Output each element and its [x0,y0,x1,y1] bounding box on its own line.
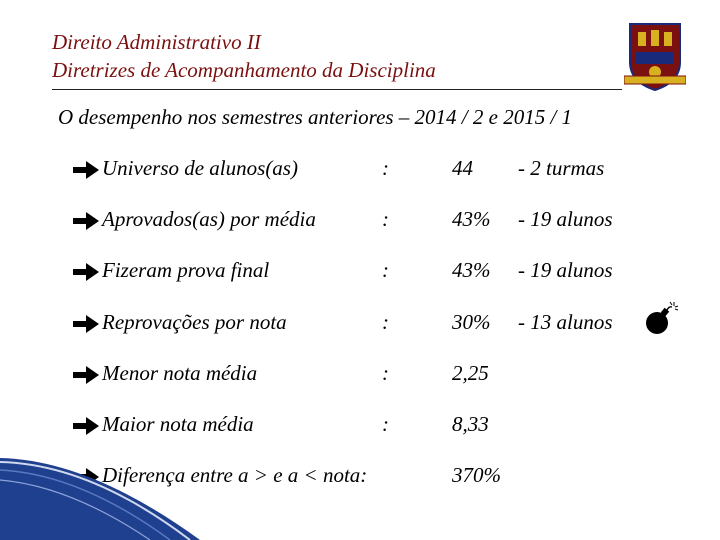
stat-value: 43% [452,258,491,282]
stat-colon: : [382,156,389,180]
stat-label: Maior nota média [102,412,254,436]
right-arrow-icon [72,260,100,280]
stat-row [0,358,720,388]
right-arrow-icon [72,158,100,178]
header-divider [52,89,622,90]
stat-colon: : [382,310,389,334]
stat-value: 8,33 [452,412,489,436]
university-crest-logo [624,18,686,94]
stat-label: Aprovados(as) por média [102,207,316,231]
stat-detail: - 19 alunos [518,258,613,282]
right-arrow-icon [72,363,100,383]
stat-value: 370% [452,463,501,487]
stat-detail: - 13 alunos [518,310,613,334]
decorative-wave [0,440,200,540]
stat-colon: : [382,361,389,385]
right-arrow-icon [72,414,100,434]
stat-value: 30% [452,310,491,334]
stat-detail: - 2 turmas [518,156,605,180]
header-title: Direito Administrativo II [52,30,261,54]
stat-row [0,204,720,234]
stat-label: Reprovações por nota [102,310,287,334]
stat-value: 2,25 [452,361,489,385]
stat-label: Universo de alunos(as) [102,156,298,180]
stat-label: Menor nota média [102,361,258,385]
stat-value: 43% [452,207,491,231]
stat-label: Diferença entre a > e a < nota: [102,463,368,487]
stat-colon: : [382,412,389,436]
stat-row [0,255,720,285]
stat-row [0,153,720,183]
header-subtitle: Diretrizes de Acompanhamento da Disciplina [52,58,436,82]
stat-value: 44 [452,156,473,180]
bomb-icon [642,300,680,338]
right-arrow-icon [72,312,100,332]
right-arrow-icon [72,209,100,229]
stat-detail: - 19 alunos [518,207,613,231]
section-subtitle: O desempenho nos semestres anteriores – 2014 / 2 e 2015 / 1 [58,105,573,129]
stat-colon: : [382,258,389,282]
stat-colon: : [382,207,389,231]
stat-row [0,307,720,337]
stat-row [0,409,720,439]
stat-label: Fizeram prova final [102,258,270,282]
